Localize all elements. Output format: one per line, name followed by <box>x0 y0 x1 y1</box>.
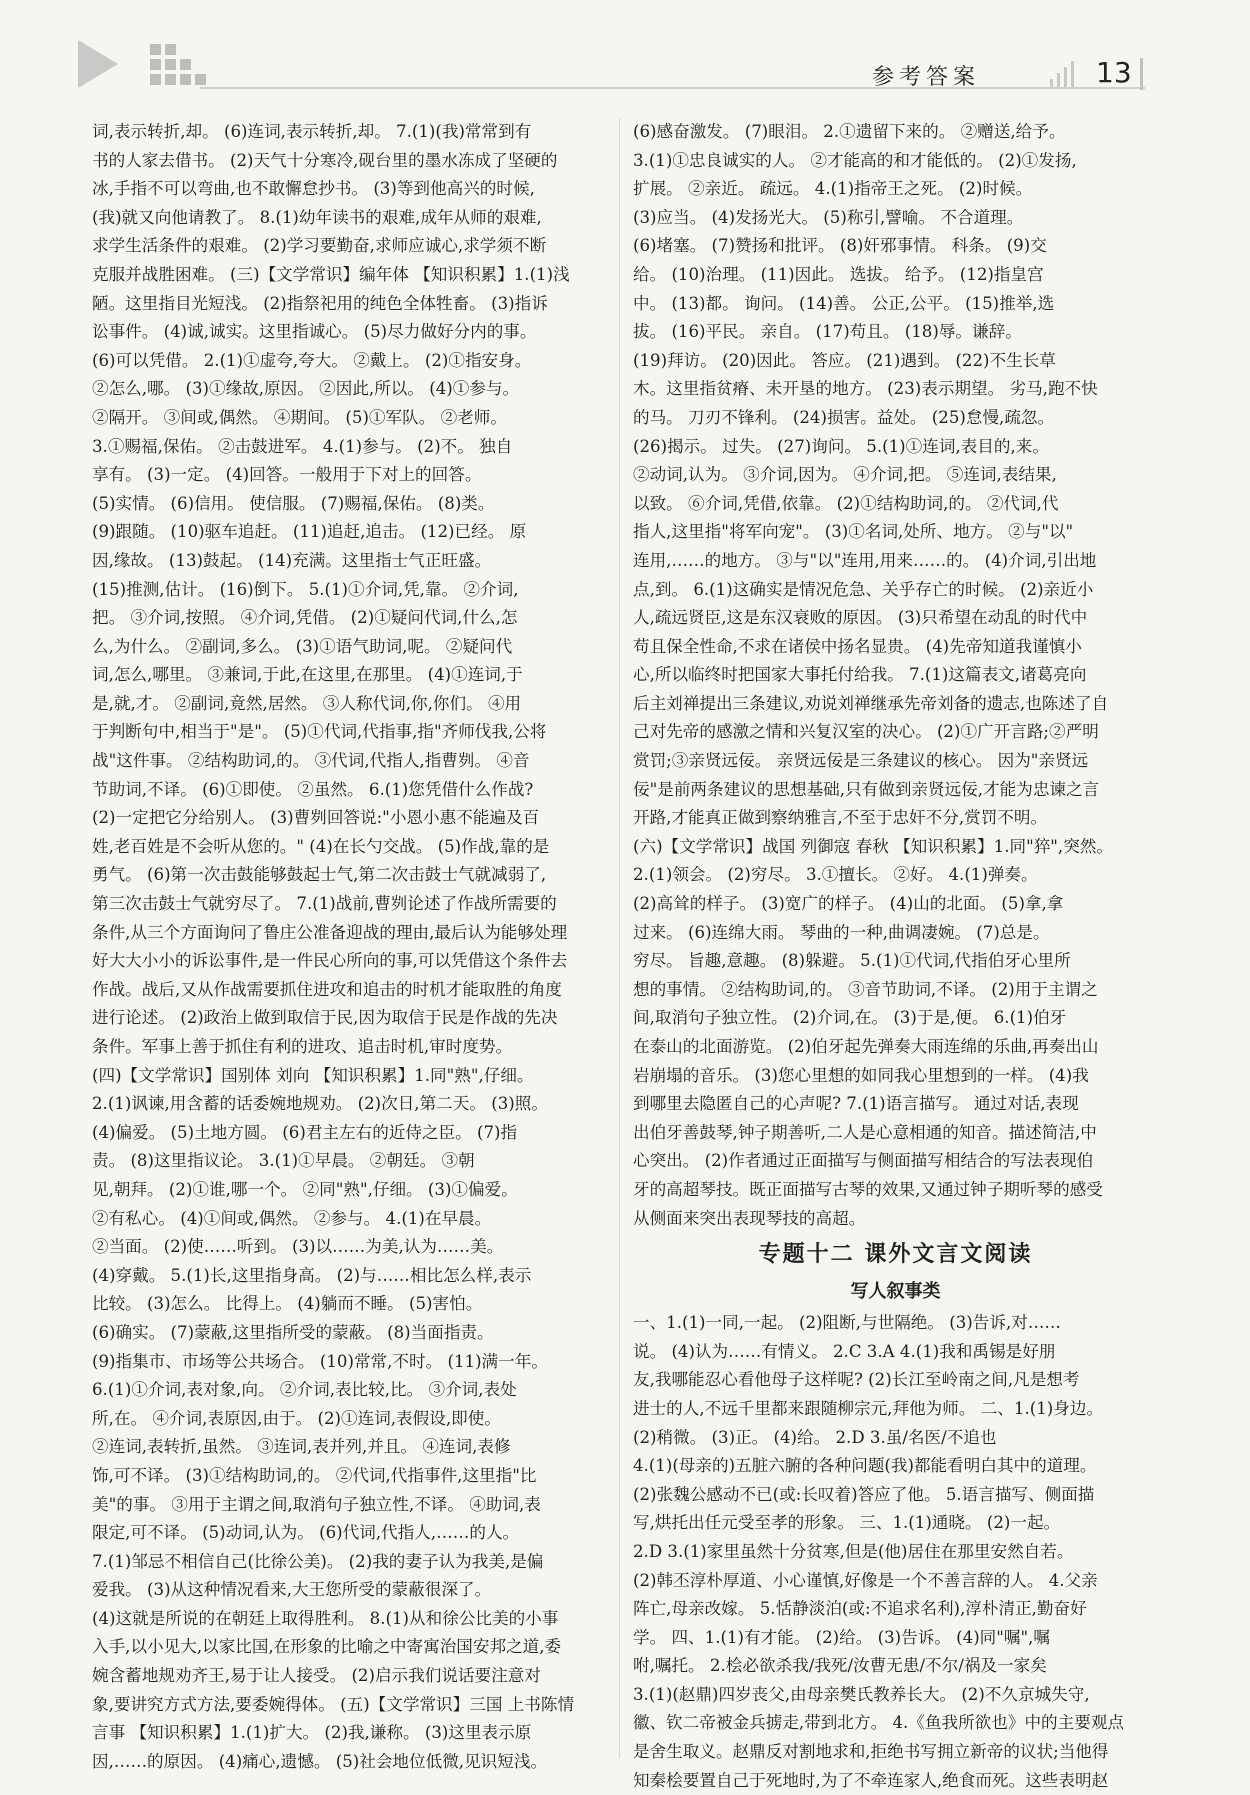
text-line: 知秦桧要置自己于死地时,为了不牵连家人,绝食而死。这些表明赵 <box>633 1770 1109 1790</box>
text-line: 因,缘故。 (13)鼓起。 (14)充满。这里指士气正旺盛。 <box>92 550 492 570</box>
text-line: 节助词,不译。 (6)①即使。 ②虽然。 6.(1)您凭借什么作战? <box>92 779 534 799</box>
text-line: ②怎么,哪。 (3)①缘故,原因。 ②因此,所以。 (4)①参与。 <box>92 379 520 399</box>
text-line: 2.D 3.(1)家里虽然十分贫寒,但是(他)居住在那里安然自若。 <box>633 1541 1074 1561</box>
header-title: 参考答案 <box>872 65 981 90</box>
header-triangle-decoration <box>78 40 118 88</box>
text-line: 条件。军事上善于抓住有利的进攻、追击时机,审时度势。 <box>92 1037 513 1056</box>
text-line: 7.(1)邹忌不相信自己(比徐公美)。 (2)我的妻子认为我美,是偏 <box>92 1551 544 1571</box>
text-line: (6)可以凭借。 2.(1)①虚夸,夸大。 ②戴上。 (2)①指安身。 <box>92 350 532 370</box>
text-line: 徽、钦二帝被金兵掳走,带到北方。 4.《鱼我所欲也》中的主要观点 <box>633 1713 1125 1733</box>
text-line: 说。 (4)认为……有情义。 2.C 3.A 4.(1)我和禹锡是好朋 <box>633 1341 1056 1361</box>
text-line: 好大大小小的诉讼事件,是一件民心所向的事,可以凭借这个条件去 <box>92 951 568 971</box>
text-line: (我)就又向他请教了。 8.(1)幼年读书的艰难,成年从师的艰难, <box>92 207 542 227</box>
header-vertical-rule <box>1140 58 1143 90</box>
text-line: 爱我。 (3)从这种情况看来,大王您所受的蒙蔽很深了。 <box>92 1580 492 1600</box>
text-line: 从侧面来突出表现琴技的高超。 <box>633 1208 866 1228</box>
text-line: 友,我哪能忍心看他母子这样呢? (2)长江至岭南之间,凡是想考 <box>633 1370 1080 1390</box>
text-line: 穷尽。 旨趣,意趣。 (8)躲避。 5.(1)①代词,代指伯牙心里所 <box>633 951 1071 971</box>
text-line: 饰,可不译。 (3)①结构助词,的。 ②代词,代指事件,这里指"比 <box>92 1465 537 1485</box>
text-line: (2)稍微。 (3)正。 (4)给。 2.D 3.虽/名医/不追也 <box>633 1427 997 1447</box>
text-line: (2)张魏公感动不已(或:长叹着)答应了他。 5.语言描写、侧面描 <box>633 1484 1095 1504</box>
text-line: 讼事件。 (4)诚,诚实。这里指诚心。 (5)尽力做好分内的事。 <box>92 322 537 342</box>
text-line: 陋。这里指目光短浅。 (2)指祭祀用的纯色全体牲畜。 (3)指诉 <box>92 293 548 313</box>
text-line: 比较。 (3)怎么。 比得上。 (4)躺而不睡。 (5)害怕。 <box>92 1294 483 1314</box>
text-line: 扩展。 ②亲近。 疏远。 4.(1)指帝王之死。 (2)时候。 <box>633 179 1033 199</box>
text-line: 到哪里去隐匿自己的心声呢? 7.(1)语言描写。 通过对话,表现 <box>633 1094 1079 1114</box>
text-line: 3.①赐福,保佑。 ②击鼓进军。 4.(1)参与。 (2)不。 独自 <box>92 436 513 456</box>
text-line: (2)高耸的样子。 (3)宽广的样子。 (4)山的北面。 (5)拿,拿 <box>633 894 1064 914</box>
text-line: 限定,可不译。 (5)动词,认为。 (6)代词,代指人,……的人。 <box>92 1523 520 1543</box>
text-line: 词,怎么,哪里。 ③兼词,于此,在这里,在那里。 (4)①连词,于 <box>92 665 523 685</box>
text-line: 佞"是前两条建议的思想基础,只有做到亲贤远佞,才能为忠谏之言 <box>633 779 1100 799</box>
text-line: 拔。 (16)平民。 亲自。 (17)苟且。 (18)辱。谦辞。 <box>633 322 1022 342</box>
text-line: ②动词,认为。 ③介词,因为。 ④介词,把。 ⑤连词,表结果, <box>633 465 1057 485</box>
text-line: 姓,老百姓是不会听从您的。" (4)在长勺交战。 (5)作战,靠的是 <box>92 836 550 856</box>
text-line: (4)偏爱。 (5)土地方圆。 (6)君主左右的近侍之臣。 (7)指 <box>92 1122 518 1142</box>
text-line: 条件,从三个方面询问了鲁庄公准备迎战的理由,最后认为能够处理 <box>92 922 568 942</box>
text-line: (9)指集市、市场等公共场合。 (10)常常,不时。 (11)满一年。 <box>92 1351 548 1371</box>
text-line: 给。 (10)治理。 (11)因此。 选拔。 给予。 (12)指皇宫 <box>633 264 1044 284</box>
text-line: (9)跟随。 (10)驱车追赶。 (11)追赶,追击。 (12)已经。 原 <box>92 522 527 542</box>
text-line: ②连词,表转折,虽然。 ③连词,表并列,并且。 ④连词,表修 <box>92 1437 511 1457</box>
text-line: 冰,手指不可以弯曲,也不敢懈怠抄书。 (3)等到他高兴的时候, <box>92 179 535 199</box>
text-line: (2)韩丕淳朴厚道、小心谨慎,好像是一个不善言辞的人。 4.父亲 <box>633 1570 1098 1590</box>
text-line: 责。 (8)这里指议论。 3.(1)①早晨。 ②朝廷。 ③朝 <box>92 1151 475 1171</box>
text-line: ②当面。 (2)使……听到。 (3)以……为美,认为……美。 <box>92 1237 504 1257</box>
text-line: 间,取消句子独立性。 (2)介词,在。 (3)于是,便。 6.(1)伯牙 <box>633 1008 1067 1028</box>
text-line: (2)一定把它分给别人。 (3)曹刿回答说:"小恩小惠不能遍及百 <box>92 808 540 828</box>
text-line: 3.(1)(赵鼎)四岁丧父,由母亲樊氏教养长大。 (2)不久京城失守, <box>633 1684 1090 1704</box>
text-line: 4.(1)(母亲的)五脏六腑的各种问题(我)都能看明白其中的道理。 <box>633 1456 1097 1476</box>
text-line: 书的人家去借书。 (2)天气十分寒冷,砚台里的墨水冻成了坚硬的 <box>92 150 558 170</box>
text-line: 言事 【知识积累】1.(1)扩大。 (2)我,谦称。 (3)这里表示原 <box>92 1723 532 1743</box>
section-subtitle: 写人叙事类 <box>850 1281 941 1303</box>
text-line: 在泰山的北面游览。 (2)伯牙起先弹奏大雨连绵的乐曲,再奏出山 <box>633 1037 1099 1056</box>
text-line: 牙的高超琴技。既正面描写古琴的效果,又通过钟子期听琴的感受 <box>633 1179 1103 1199</box>
page-header <box>0 0 1250 100</box>
text-line: 进士的人,不远千里都来跟随柳宗元,拜他为师。 二、1.(1)身边。 <box>633 1398 1104 1418</box>
text-line: 出伯牙善鼓琴,钟子期善听,二人是心意相通的知音。描述简洁,中 <box>633 1122 1097 1142</box>
text-line: 己对先帝的感激之情和兴复汉室的决心。 (2)①广开言路;②严明 <box>633 722 1099 742</box>
text-line: 于判断句中,相当于"是"。 (5)①代词,代指事,指"齐师伐我,公将 <box>92 722 547 742</box>
text-line: (4)这就是所说的在朝廷上取得胜利。 8.(1)从和徐公比美的小事 <box>92 1608 559 1628</box>
text-line: 心突出。 (2)作者通过正面描写与侧面描写相结合的写法表现伯 <box>633 1151 1094 1171</box>
text-line: 中。 (13)都。 询问。 (14)善。 公正,公平。 (15)推举,选 <box>633 293 1055 313</box>
text-line: 进行论述。 (2)政治上做到取信于民,因为取信于民是作战的先决 <box>92 1008 558 1028</box>
text-line: 是舍生取义。赵鼎反对割地求和,拒绝书写拥立新帝的议状;当他得 <box>633 1742 1109 1762</box>
text-line: 勇气。 (6)第一次击鼓能够鼓起士气,第二次击鼓士气就减弱了, <box>92 865 547 885</box>
text-line: 3.(1)①忠良诚实的人。 ②才能高的和才能低的。 (2)①发扬, <box>633 150 1077 170</box>
text-line: 么,为什么。 ②副词,多么。 (3)①语气助词,呢。 ②疑问代 <box>92 636 513 656</box>
text-line: 词,表示转折,却。 (6)连词,表示转折,却。 7.(1)(我)常常到有 <box>92 122 532 141</box>
text-line: 咐,嘱托。 2.桧必欲杀我/我死/汝曹无患/不尔/祸及一家矣 <box>633 1656 1047 1676</box>
text-line: 阵亡,母亲改嫁。 5.恬静淡泊(或:不追求名利),淳朴清正,勤奋好 <box>633 1599 1087 1619</box>
right-column-top <box>633 118 1158 1233</box>
text-line: 以致。 ⑥介词,凭借,依靠。 (2)①结构助词,的。 ②代词,代 <box>633 493 1059 513</box>
text-line: 见,朝拜。 (2)①谁,哪一个。 ②同"熟",仔细。 (3)①偏爱。 <box>92 1179 518 1199</box>
text-line: (4)穿戴。 5.(1)长,这里指身高。 (2)与……相比怎么样,表示 <box>92 1265 532 1285</box>
text-line: 享有。 (3)一定。 (4)回答。一般用于下对上的回答。 <box>92 465 482 485</box>
text-line: 6.(1)①介词,表对象,向。 ②介词,表比较,比。 ③介词,表处 <box>92 1380 517 1400</box>
text-line: 是,就,才。 ②副词,竟然,居然。 ③人称代词,你,你们。 ④用 <box>92 693 522 713</box>
text-line: 赏罚;③亲贤远佞。 亲贤远佞是三条建议的核心。 因为"亲贤远 <box>633 751 1089 771</box>
text-line: (15)推测,估计。 (16)倒下。 5.(1)①介词,凭,靠。 ②介词, <box>92 579 519 599</box>
text-line: 2.(1)领会。 (2)穷尽。 3.①擅长。 ②好。 4.(1)弹奏。 <box>633 865 1038 885</box>
section-title: 专题十二 课外文言文阅读 <box>758 1242 1033 1268</box>
text-line: (26)揭示。 过失。 (27)询问。 5.(1)①连词,表目的,来。 <box>633 436 1049 456</box>
right-column-bottom <box>633 1309 1158 1795</box>
text-line: 所,在。 ④介词,表原因,由于。 (2)①连词,表假设,即使。 <box>92 1408 501 1428</box>
text-line: (19)拜访。 (20)因此。 答应。 (21)遇到。 (22)不生长草 <box>633 350 1056 370</box>
text-line: ②隔开。 ③间或,偶然。 ④期间。 (5)①军队。 ②老师。 <box>92 407 507 427</box>
text-line: 求学生活条件的艰难。 (2)学习要勤奋,求师应诚心,求学须不断 <box>92 236 547 256</box>
text-line: 苟且保全性命,不求在诸侯中扬名显贵。 (4)先帝知道我谨慎小 <box>633 636 1082 656</box>
text-line: 人,疏远贤臣,这是东汉衰败的原因。 (3)只希望在动乱的时代中 <box>633 608 1088 628</box>
text-line: 2.(1)讽谏,用含蓄的话委婉地规劝。 (2)次日,第二天。 (3)照。 <box>92 1094 548 1114</box>
right-column <box>633 118 1158 1795</box>
text-line: 克服并战胜困难。 (三)【文学常识】编年体 【知识积累】1.(1)浅 <box>92 264 570 284</box>
text-line: 因,……的原因。 (4)痛心,遗憾。 (5)社会地位低微,见识短浅。 <box>92 1751 548 1771</box>
left-column <box>92 118 607 1776</box>
text-line: 后主刘禅提出三条建议,劝说刘禅继承先帝刘备的遗志,也陈述了自 <box>633 693 1109 713</box>
text-line: (3)应当。 (4)发扬光大。 (5)称引,譬喻。 不合道理。 <box>633 207 1024 227</box>
text-line: 连用,……的地方。 ③与"以"连用,用来……的。 (4)介词,引出地 <box>633 550 1097 570</box>
text-line: ②有私心。 (4)①间或,偶然。 ②参与。 4.(1)在早晨。 <box>92 1208 492 1228</box>
text-line: 入手,以小见大,以家比国,在形象的比喻之中寄寓治国安邦之道,委 <box>92 1637 562 1657</box>
header-bars-decoration <box>1050 60 1090 87</box>
text-line: 学。 四、1.(1)有才能。 (2)给。 (3)告诉。 (4)同"嘱",嘱 <box>633 1627 1050 1647</box>
text-line: 的马。 刀刃不锋利。 (24)损害。益处。 (25)怠慢,疏忽。 <box>633 407 1055 427</box>
text-line: 开路,才能真正做到察纳雅言,不至于忠奸不分,赏罚不明。 <box>633 808 1048 828</box>
text-line: (6)确实。 (7)蒙蔽,这里指所受的蒙蔽。 (8)当面指责。 <box>92 1322 494 1342</box>
text-line: (四)【文学常识】国别体 刘向 【知识积累】1.同"熟",仔细。 <box>92 1065 534 1085</box>
text-line: 象,要讲究方式方法,要委婉得体。 (五)【文学常识】三国 上书陈情 <box>92 1694 575 1714</box>
text-line: 一、1.(1)一同,一起。 (2)阻断,与世隔绝。 (3)告诉,对…… <box>633 1313 1062 1333</box>
text-line: 心,所以临终时把国家大事托付给我。 7.(1)这篇表文,诸葛亮向 <box>633 665 1087 685</box>
page-number: 13 <box>1096 56 1132 89</box>
text-line: 写,烘托出任元受至孝的形象。 三、1.(1)通晓。 (2)一起。 <box>633 1513 1061 1533</box>
text-line: (六)【文学常识】战国 列御寇 春秋 【知识积累】1.同"猝",突然。 <box>633 836 1113 856</box>
text-line: 过来。 (6)连绵大雨。 琴曲的一种,曲调凄婉。 (7)总是。 <box>633 922 1050 942</box>
text-line: (6)堵塞。 (7)赞扬和批评。 (8)奸邪事情。 科条。 (9)交 <box>633 236 1047 256</box>
text-line: 战"这件事。 ②结构助词,的。 ③代词,代指人,指曹刿。 ④音 <box>92 751 530 771</box>
text-line: 作战。战后,又从作战需要抓住进攻和追击的时机才能取胜的角度 <box>92 979 562 999</box>
text-line: 想的事情。 ②结构助词,的。 ③音节助词,不译。 (2)用于主谓之 <box>633 979 1098 999</box>
text-line: 岩崩塌的音乐。 (3)您心里想的如同我心里想到的一样。 (4)我 <box>633 1065 1089 1085</box>
text-line: (5)实情。 (6)信用。 使信服。 (7)赐福,保佑。 (8)类。 <box>92 493 495 513</box>
header-rule <box>200 87 1145 89</box>
text-line: 婉含蓄地规劝齐王,易于让人接受。 (2)启示我们说话要注意对 <box>92 1666 541 1686</box>
text-line: 美"的事。 ③用于主谓之间,取消句子独立性,不译。 ④助词,表 <box>92 1494 541 1514</box>
text-line: (6)感奋激发。 (7)眼泪。 2.①遗留下来的。 ②赠送,给予。 <box>633 122 1066 141</box>
column-divider <box>619 118 620 1758</box>
text-line: 第三次击鼓士气就穷尽了。 7.(1)战前,曹刿论述了作战所需要的 <box>92 894 557 914</box>
text-line: 把。 ③介词,按照。 ④介词,凭借。 (2)①疑问代词,什么,怎 <box>92 608 518 628</box>
text-line: 指人,这里指"将军向宠"。 (3)①名词,处所、地方。 ②与"以" <box>633 522 1074 542</box>
text-line: 木。这里指贫瘠、未开垦的地方。 (23)表示期望。 劣马,跑不快 <box>633 379 1098 399</box>
text-line: 点,到。 6.(1)这确实是情况危急、关乎存亡的时候。 (2)亲近小 <box>633 579 1094 599</box>
